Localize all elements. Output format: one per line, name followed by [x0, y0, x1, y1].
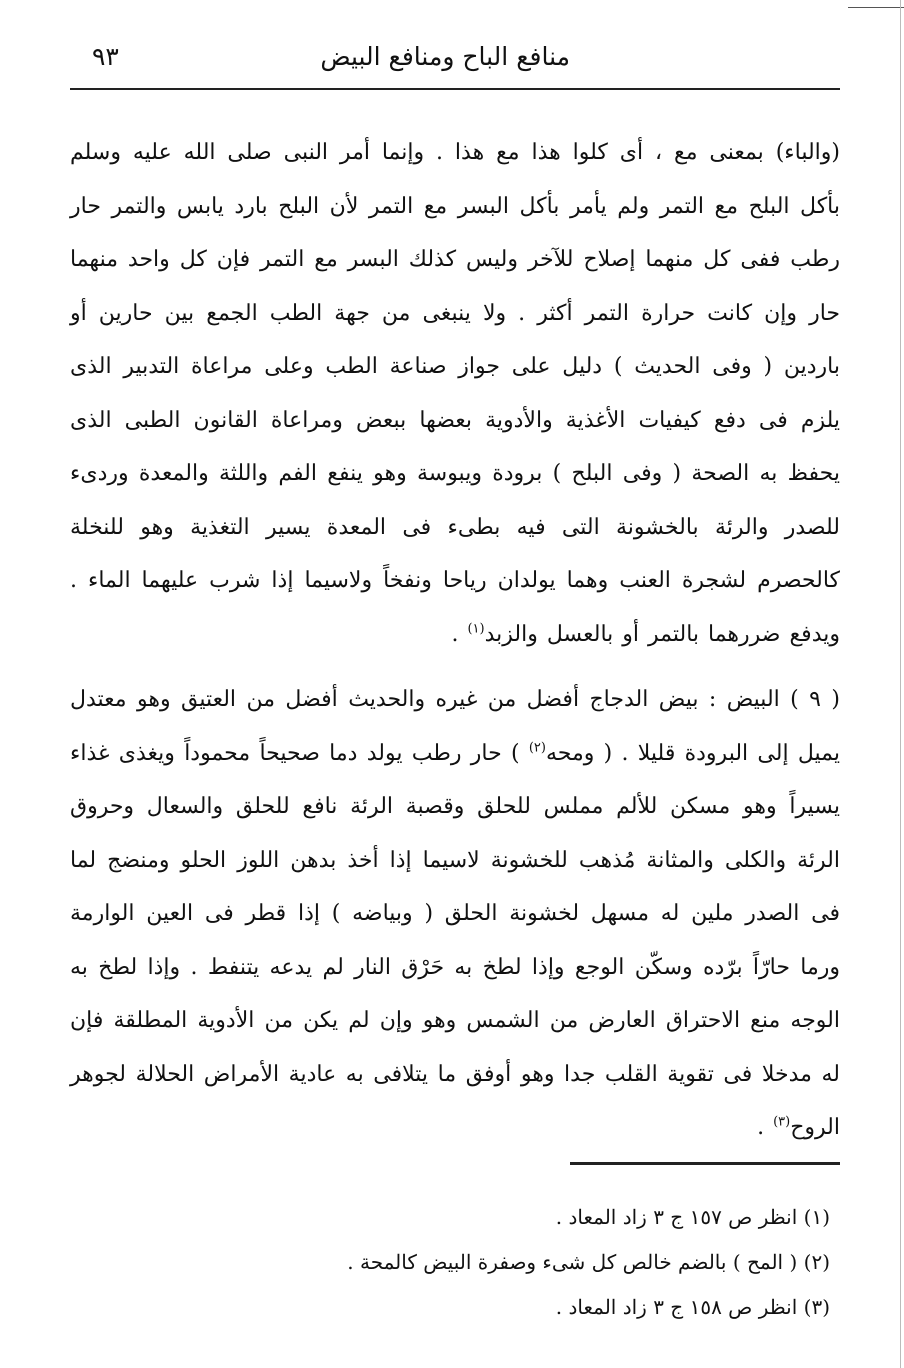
body-text [70, 126, 840, 1155]
footnote-3: (٣) انظر ص ١٥٨ ج ٣ زاد المعاد . [555, 1295, 830, 1319]
paragraph-end: . [757, 1115, 774, 1140]
header-rule [70, 88, 840, 90]
paragraph-end: . [451, 621, 468, 647]
paragraph-text: ( ٩ ) البيض : بيض الدجاج أفضل من غيره والحديث أفضل من العتيق وهو معتدل يميل إلى البرودة قليلا . ( ومحه [70, 687, 840, 766]
paragraph-text: (والباء) بمعنى مع ، أى كلوا هذا مع هذا . وإنما أمر النبى صلى الله عليه وسلم بأكل البلح مع التمر ولم يأمر بأكل البسر مع التمر لأن البلح بارد يابس والتمر حار رطب ففى كل منهما إصلاح للآخر وليس كذلك البسر مع التمر فإن كل واحد منهما حار وإن كانت حرارة التمر أكثر . ولا ينبغى من جهة الطب الجمع بين حارين أو باردين ( وفى الحديث ) دليل على جواز صناعة الطب وعلى مراعاة التدبير الذى يلزم فى دفع كيفيات الأغذية والأدوية بعضها ببعض ومراعاة القانون الطبى الذى يحفظ به الصحة ( وفى البلح ) برودة ويبوسة وهو ينفع الفم واللثة والمعدة وردىء للصدر والرئة بالخشونة التى فيه بطىء فى المعدة يسير التغذية وهو للنخلة كالحصرم لشجرة العنب وهما يولدان رياحا ونفخاً ولاسيما إذا شرب عليهما الماء . ويدفع ضررهما بالتمر أو بالعسل والزبد [70, 140, 840, 647]
page-header [70, 38, 840, 82]
footnotes [70, 1195, 840, 1330]
footnote-rule [570, 1162, 840, 1165]
top-edge-line [848, 7, 904, 8]
footnote-2: (٢) ( المح ) بالضم خالص كل شىء وصفرة البيض كالمحة . [347, 1250, 830, 1274]
footnote-1: (١) انظر ص ١٥٧ ج ٣ زاد المعاد . [555, 1205, 830, 1229]
page-number: ٩٣ [92, 42, 119, 71]
paragraph-dates [70, 126, 840, 661]
book-page [70, 0, 840, 1368]
footnote-marker: (٢) [528, 740, 546, 756]
page-edge-line [900, 0, 901, 1368]
footnote-marker: (١) [467, 621, 485, 637]
footnote-marker: (٣) [773, 1114, 791, 1130]
running-title: منافع الباح ومنافع البيض [320, 42, 570, 71]
paragraph-eggs [70, 673, 840, 1155]
paragraph-text-continued: ) حار رطب يولد دما صحيحاً محموداً ويغذى غذاء يسيراً وهو مسكن للألم مملس للحلق وقصبة الرئة نافع للحلق والسعال وحروق الرئة والكلى والمثانة مُذهب للخشونة لاسيما إذا أخذ بدهن اللوز الحلو ومنضج لما فى الصدر ملين له مسهل لخشونة الحلق ( وبياضه ) إذا قطر فى العين الوارمة ورما حارّاً برّده وسكّن الوجع وإذا لطخ به حَرْق النار لم يدعه يتنفط . وإذا لطخ به الوجه منع الاحتراق العارض من الشمس وهو وإن لم يكن من الأدوية المطلقة فإن له مدخلا فى تقوية القلب جدا وهو أوفق ما يتلافى به عادية الأمراض الحلالة لجوهر الروح [70, 740, 840, 1140]
